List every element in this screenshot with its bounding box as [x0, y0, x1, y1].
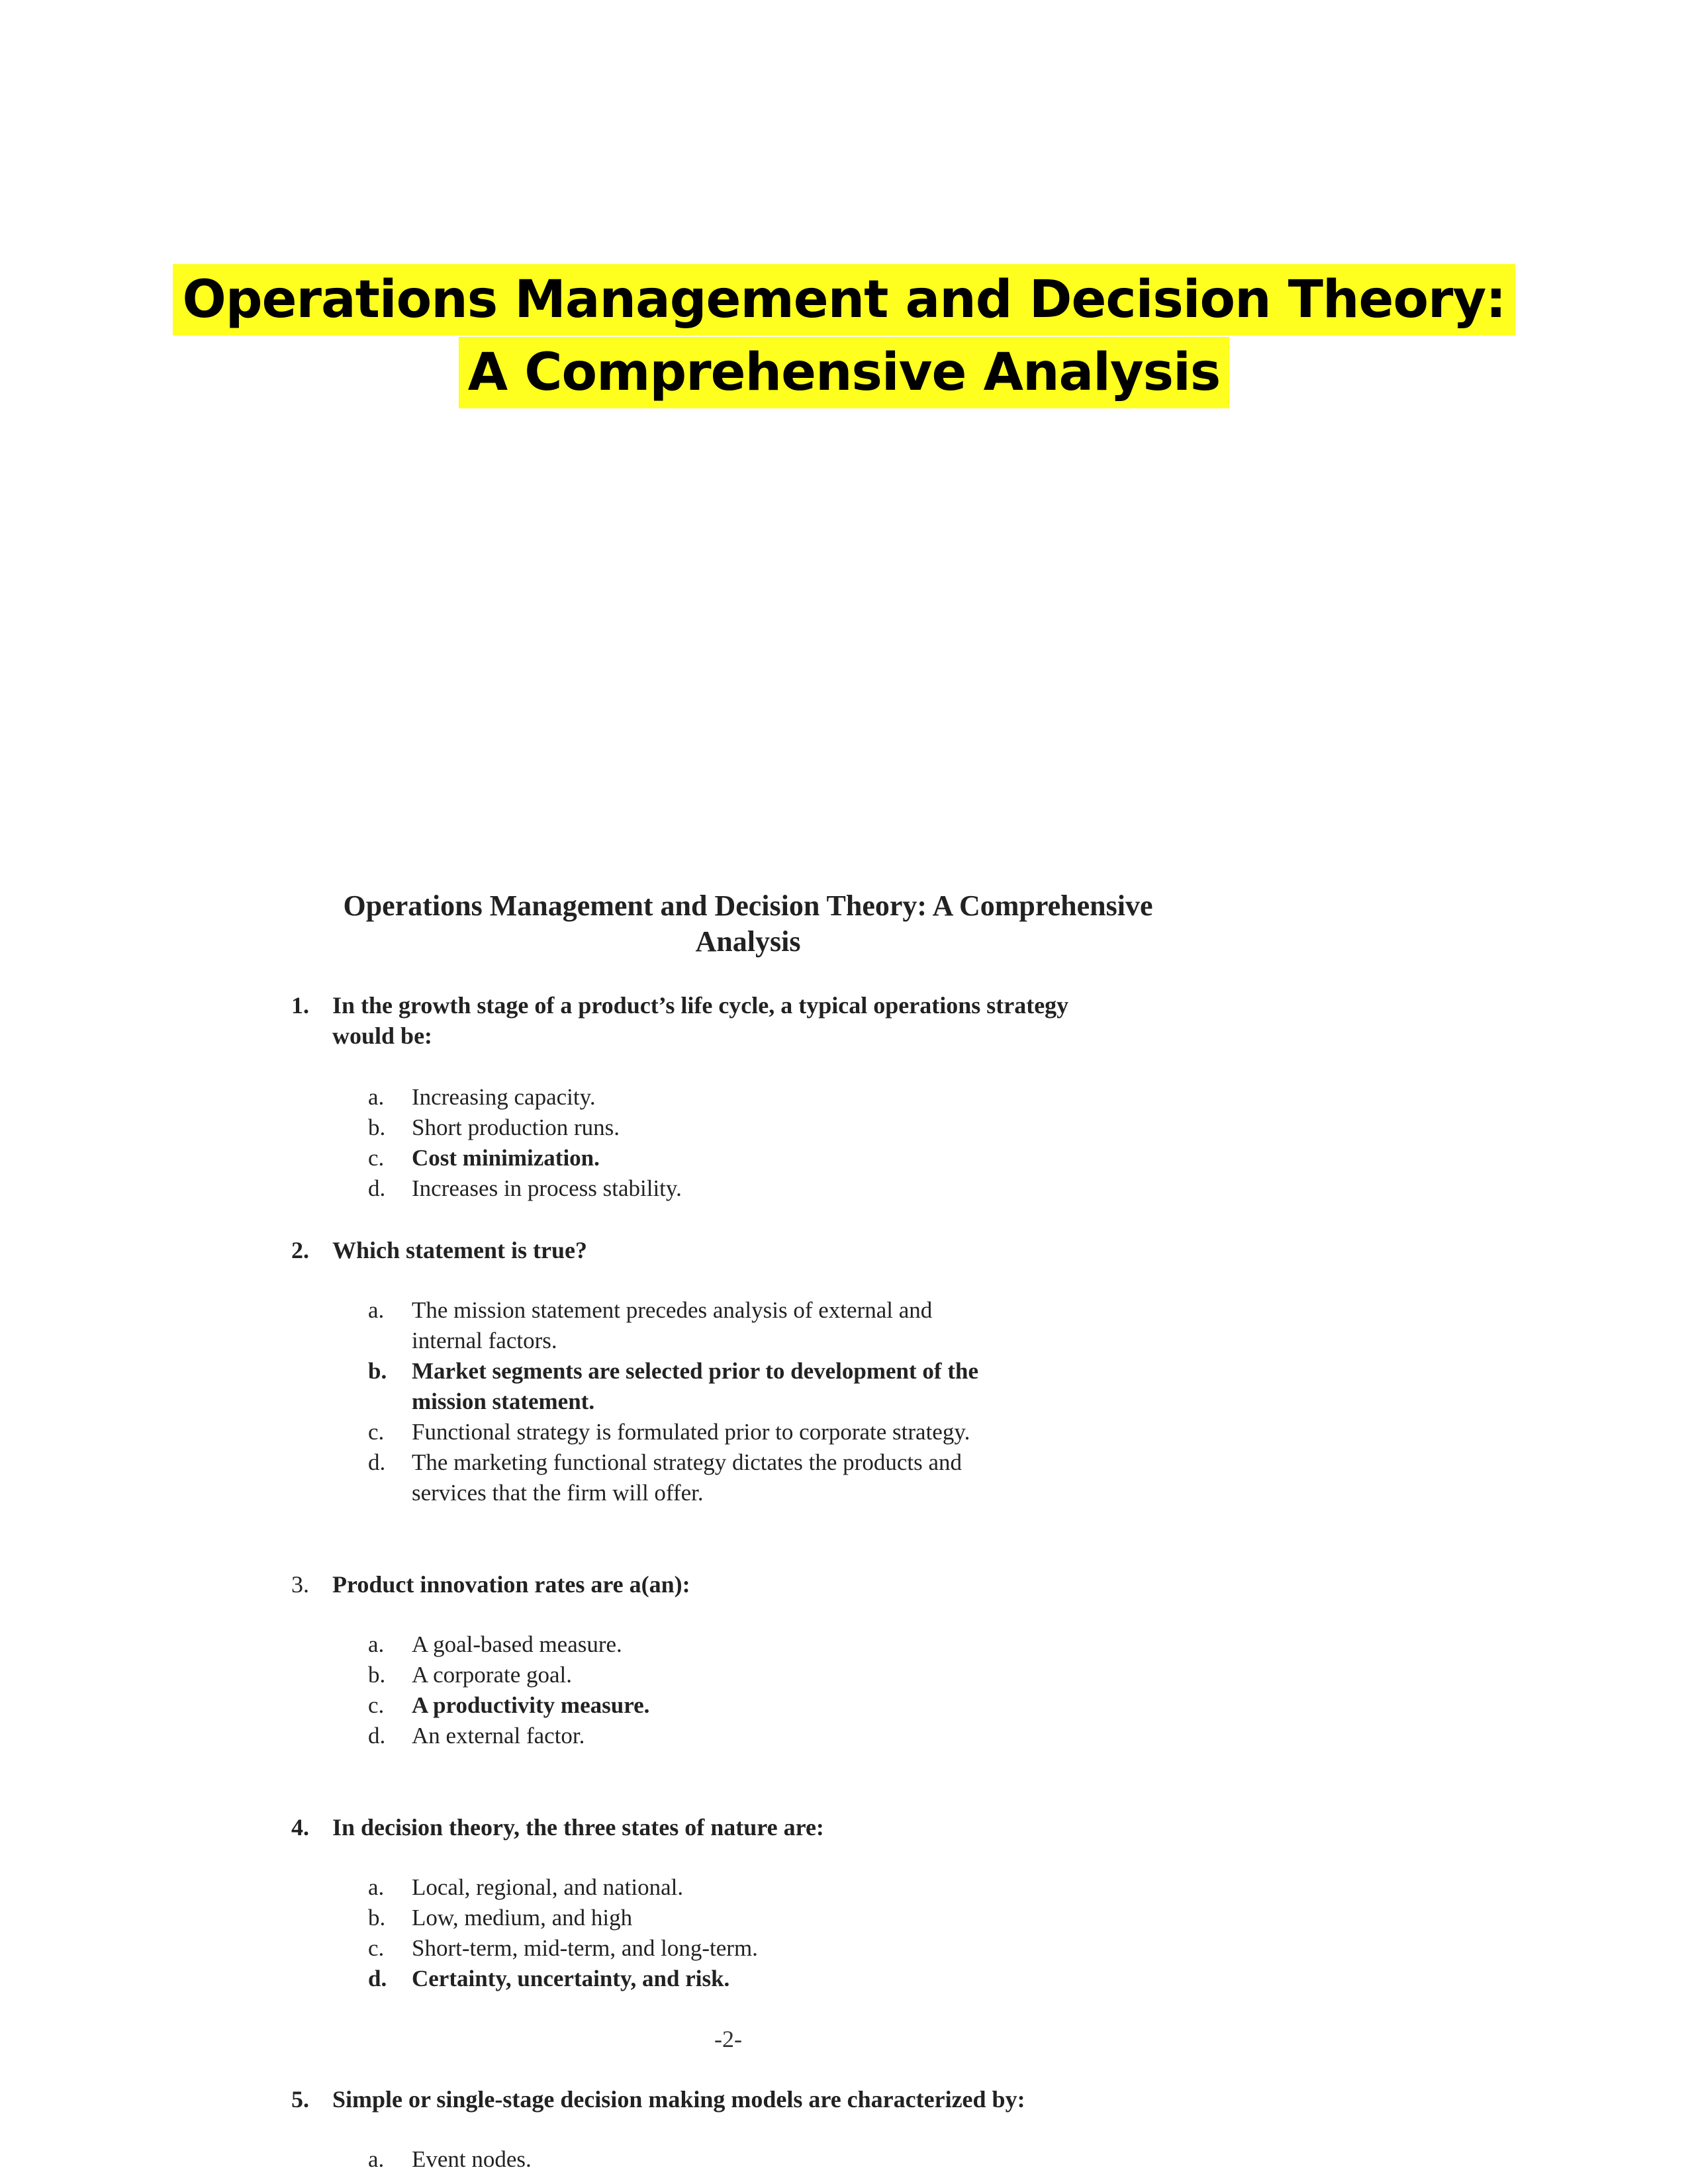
option-text-line-2: mission statement.: [412, 1388, 595, 1414]
question-4: [291, 1812, 1218, 1843]
option-text: Increases in process stability.: [412, 1175, 682, 1201]
option-text: Functional strategy is formulated prior to corporate strategy.: [412, 1419, 970, 1445]
question-3: [291, 1569, 1218, 1600]
option-letter: d.: [368, 1966, 387, 1991]
option-a: [368, 1629, 1096, 1660]
option-text: An external factor.: [412, 1723, 585, 1749]
option-text: Low, medium, and high: [412, 1905, 633, 1931]
question-number: 3.: [291, 1571, 309, 1598]
option-text-line-1: The mission statement precedes analysis of external and: [412, 1297, 933, 1323]
option-letter: c.: [368, 1692, 385, 1718]
option-b-answer: [368, 1356, 1096, 1417]
option-text-line-1: The marketing functional strategy dictates the products and: [412, 1449, 962, 1475]
option-text-line-2: services that the firm will offer.: [412, 1480, 704, 1506]
cover-title-line-1: Operations Management and Decision Theory:: [173, 264, 1515, 336]
option-text: A productivity measure.: [412, 1692, 650, 1718]
option-text: Short-term, mid-term, and long-term.: [412, 1935, 758, 1961]
option-text: [412, 1449, 962, 1506]
option-c-answer: [368, 1690, 1096, 1721]
option-a: [368, 2144, 1096, 2175]
option-b: [368, 1660, 1096, 1690]
document-title-line-2: Analysis: [695, 925, 801, 958]
option-text: Short production runs.: [412, 1115, 620, 1140]
option-letter: a.: [368, 1631, 385, 1657]
option-letter: c.: [368, 1419, 385, 1445]
option-d: [368, 1721, 1096, 1751]
question-2-options: [368, 1295, 1096, 1508]
option-text: Event nodes.: [412, 2146, 532, 2172]
option-letter: a.: [368, 1084, 385, 1110]
question-text: Simple or single-stage decision making models are characterized by:: [332, 2086, 1025, 2113]
option-text: Certainty, uncertainty, and risk.: [412, 1966, 730, 1991]
option-letter: b.: [368, 1905, 386, 1931]
option-text: [412, 1297, 932, 1353]
option-d-answer: [368, 1964, 1096, 1994]
document-title-line-1: Operations Management and Decision Theory: A Comprehensive: [343, 889, 1153, 922]
option-text-line-2: internal factors.: [412, 1328, 557, 1353]
option-letter: a.: [368, 1297, 385, 1323]
option-letter: b.: [368, 1358, 387, 1384]
option-letter: b.: [368, 1662, 386, 1688]
question-text: Which statement is true?: [332, 1237, 587, 1263]
question-text: Product innovation rates are a(an):: [332, 1571, 690, 1598]
option-b: [368, 1113, 1096, 1143]
option-a: [368, 1295, 1096, 1356]
question-4-options: [368, 1872, 1096, 1994]
option-text: A goal-based measure.: [412, 1631, 622, 1657]
question-3-options: [368, 1629, 1096, 1751]
question-text-line-2: would be:: [332, 1023, 433, 1049]
question-number: 4.: [291, 1814, 309, 1841]
option-letter: d.: [368, 1175, 386, 1201]
option-letter: b.: [368, 1115, 386, 1140]
option-text: Cost minimization.: [412, 1145, 600, 1171]
option-text: [412, 1358, 978, 1414]
option-text: Local, regional, and national.: [412, 1874, 684, 1900]
question-2: [291, 1235, 1218, 1265]
option-letter: d.: [368, 1723, 386, 1749]
option-letter: a.: [368, 2146, 385, 2172]
option-letter: a.: [368, 1874, 385, 1900]
document-title: [278, 888, 1218, 960]
page-number: -2-: [714, 2026, 742, 2052]
option-d: [368, 1447, 1096, 1508]
option-d: [368, 1173, 1096, 1204]
option-b: [368, 1903, 1096, 1933]
question-text-line-1: In the growth stage of a product’s life cycle, a typical operations strategy: [332, 992, 1069, 1019]
option-letter: c.: [368, 1145, 385, 1171]
option-c: [368, 1933, 1096, 1964]
option-text-line-1: Market segments are selected prior to development of the: [412, 1358, 978, 1384]
question-5-options: [368, 2144, 1096, 2175]
question-5: [291, 2084, 1218, 2115]
question-text: [332, 990, 1218, 1051]
option-a: [368, 1082, 1096, 1113]
option-letter: c.: [368, 1935, 385, 1961]
question-1: [291, 990, 1218, 1051]
option-text: Increasing capacity.: [412, 1084, 596, 1110]
question-1-options: [368, 1082, 1096, 1204]
cover-title-line-2: A Comprehensive Analysis: [459, 337, 1230, 408]
option-text: A corporate goal.: [412, 1662, 572, 1688]
option-c-answer: [368, 1143, 1096, 1173]
question-number: 2.: [291, 1237, 309, 1263]
option-letter: d.: [368, 1449, 386, 1475]
question-text: In decision theory, the three states of nature are:: [332, 1814, 824, 1841]
option-a: [368, 1872, 1096, 1903]
question-number: 1.: [291, 992, 309, 1019]
option-c: [368, 1417, 1096, 1447]
question-number: 5.: [291, 2086, 309, 2113]
